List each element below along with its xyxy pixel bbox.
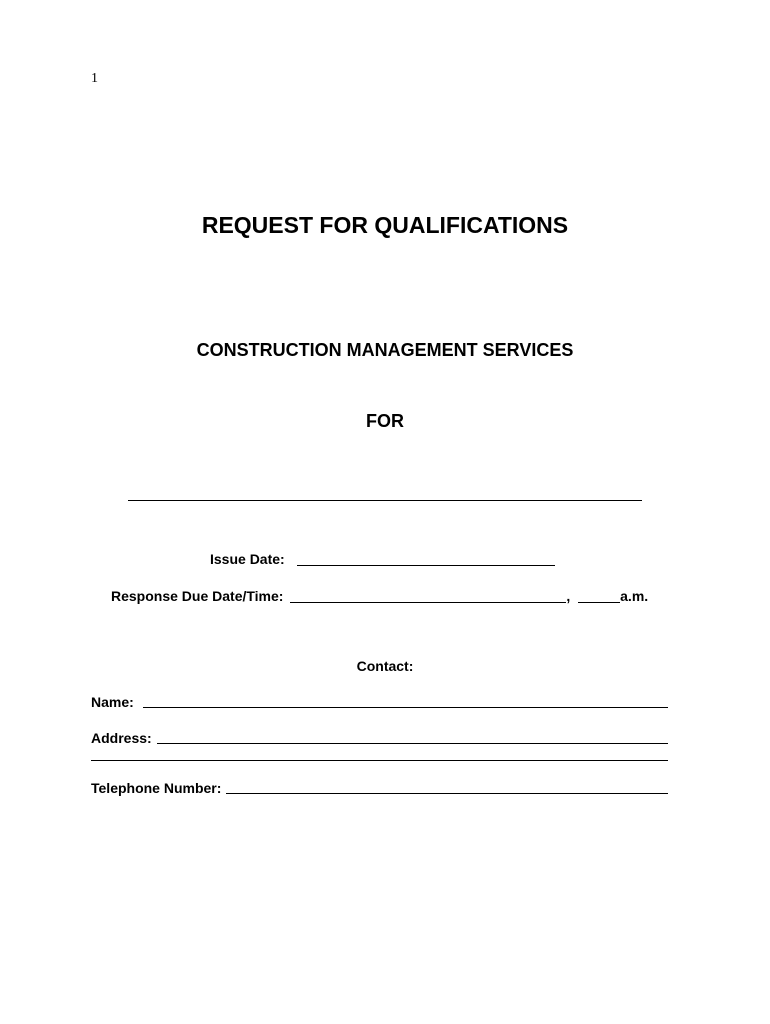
for-label: FOR: [366, 411, 404, 431]
project-name-blank-line[interactable]: [128, 500, 642, 501]
name-label: Name:: [91, 694, 134, 710]
name-row: [91, 694, 668, 710]
address-field[interactable]: [157, 742, 668, 744]
document-title: REQUEST FOR QUALIFICATIONS: [201, 212, 569, 238]
name-field[interactable]: [143, 706, 668, 708]
issue-date-row: [210, 551, 555, 567]
response-time-blank[interactable]: [578, 601, 620, 603]
contact-heading: Contact:: [356, 658, 414, 674]
issue-date-blank[interactable]: [297, 564, 555, 566]
response-due-label: Response Due Date/Time:: [111, 588, 284, 604]
response-date-blank[interactable]: [290, 601, 566, 603]
page-number: 1: [91, 71, 98, 86]
telephone-label: Telephone Number:: [91, 780, 222, 796]
address-label: Address:: [91, 730, 152, 746]
response-due-row: [111, 588, 648, 604]
telephone-row: [91, 780, 668, 796]
time-separator: ,: [566, 588, 571, 604]
address-row: [91, 730, 668, 746]
document-subtitle: CONSTRUCTION MANAGEMENT SERVICES: [196, 340, 574, 360]
am-label: a.m.: [620, 588, 649, 604]
telephone-field[interactable]: [226, 792, 668, 794]
issue-date-label: Issue Date:: [210, 551, 285, 567]
address-field-line-2[interactable]: [91, 760, 668, 761]
